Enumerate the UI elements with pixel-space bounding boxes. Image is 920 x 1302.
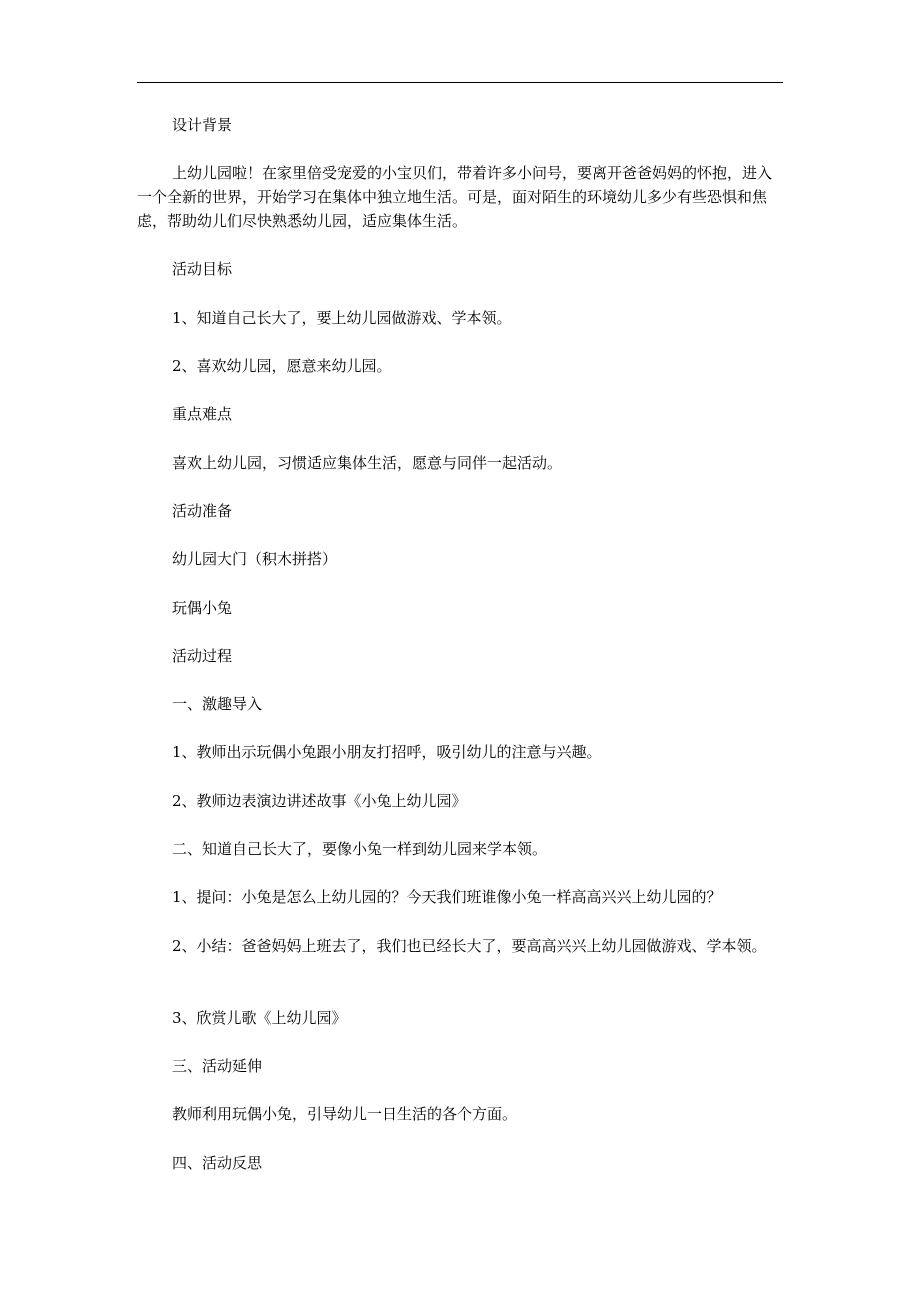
heading-activity-goals: 活动目标 — [172, 260, 233, 278]
section-3-heading: 三、活动延伸 — [172, 1057, 263, 1075]
section-1-item-2: 2、教师边表演边讲述故事《小兔上幼儿园》 — [172, 792, 467, 810]
paragraph-background-text: 上幼儿园啦！在家里倍受宠爱的小宝贝们，带着许多小问号，要离开爸爸妈妈的怀抱，进入一个全新的世界，开始学习在集体中独立地生活。可是，面对陌生的环境幼儿多少有些恐惧和焦虑，帮助幼儿们尽快熟悉幼儿园，适应集体生活。 — [137, 164, 773, 230]
section-4-heading: 四、活动反思 — [172, 1154, 263, 1172]
preparation-item-1: 幼儿园大门（积木拼搭） — [172, 550, 338, 568]
section-2-heading: 二、知道自己长大了，要像小兔一样到幼儿园来学本领。 — [172, 840, 548, 858]
section-1-heading: 一、激趣导入 — [172, 695, 263, 713]
section-2-item-1: 1、提问：小兔是怎么上幼儿园的？今天我们班谁像小兔一样高高兴兴上幼儿园的？ — [172, 888, 722, 906]
section-3-text: 教师利用玩偶小兔，引导幼儿一日生活的各个方面。 — [172, 1105, 518, 1123]
heading-process: 活动过程 — [172, 647, 233, 665]
goal-item-2: 2、喜欢幼儿园，愿意来幼儿园。 — [172, 357, 392, 375]
key-points-text: 喜欢上幼儿园，习惯适应集体生活，愿意与同伴一起活动。 — [172, 454, 563, 472]
header-rule — [137, 82, 783, 83]
heading-design-background: 设计背景 — [172, 116, 233, 134]
section-2-item-3: 3、欣赏儿歌《上幼儿园》 — [172, 1009, 347, 1027]
section-2-item-2: 2、小结：爸爸妈妈上班去了，我们也已经长大了，要高高兴兴上幼儿园做游戏、学本领。 — [172, 937, 767, 955]
preparation-item-2: 玩偶小兔 — [172, 599, 233, 617]
goal-item-1: 1、知道自己长大了，要上幼儿园做游戏、学本领。 — [172, 309, 512, 327]
heading-key-points: 重点难点 — [172, 405, 233, 423]
section-1-item-1: 1、教师出示玩偶小兔跟小朋友打招呼，吸引幼儿的注意与兴趣。 — [172, 743, 602, 761]
heading-preparation: 活动准备 — [172, 502, 233, 520]
